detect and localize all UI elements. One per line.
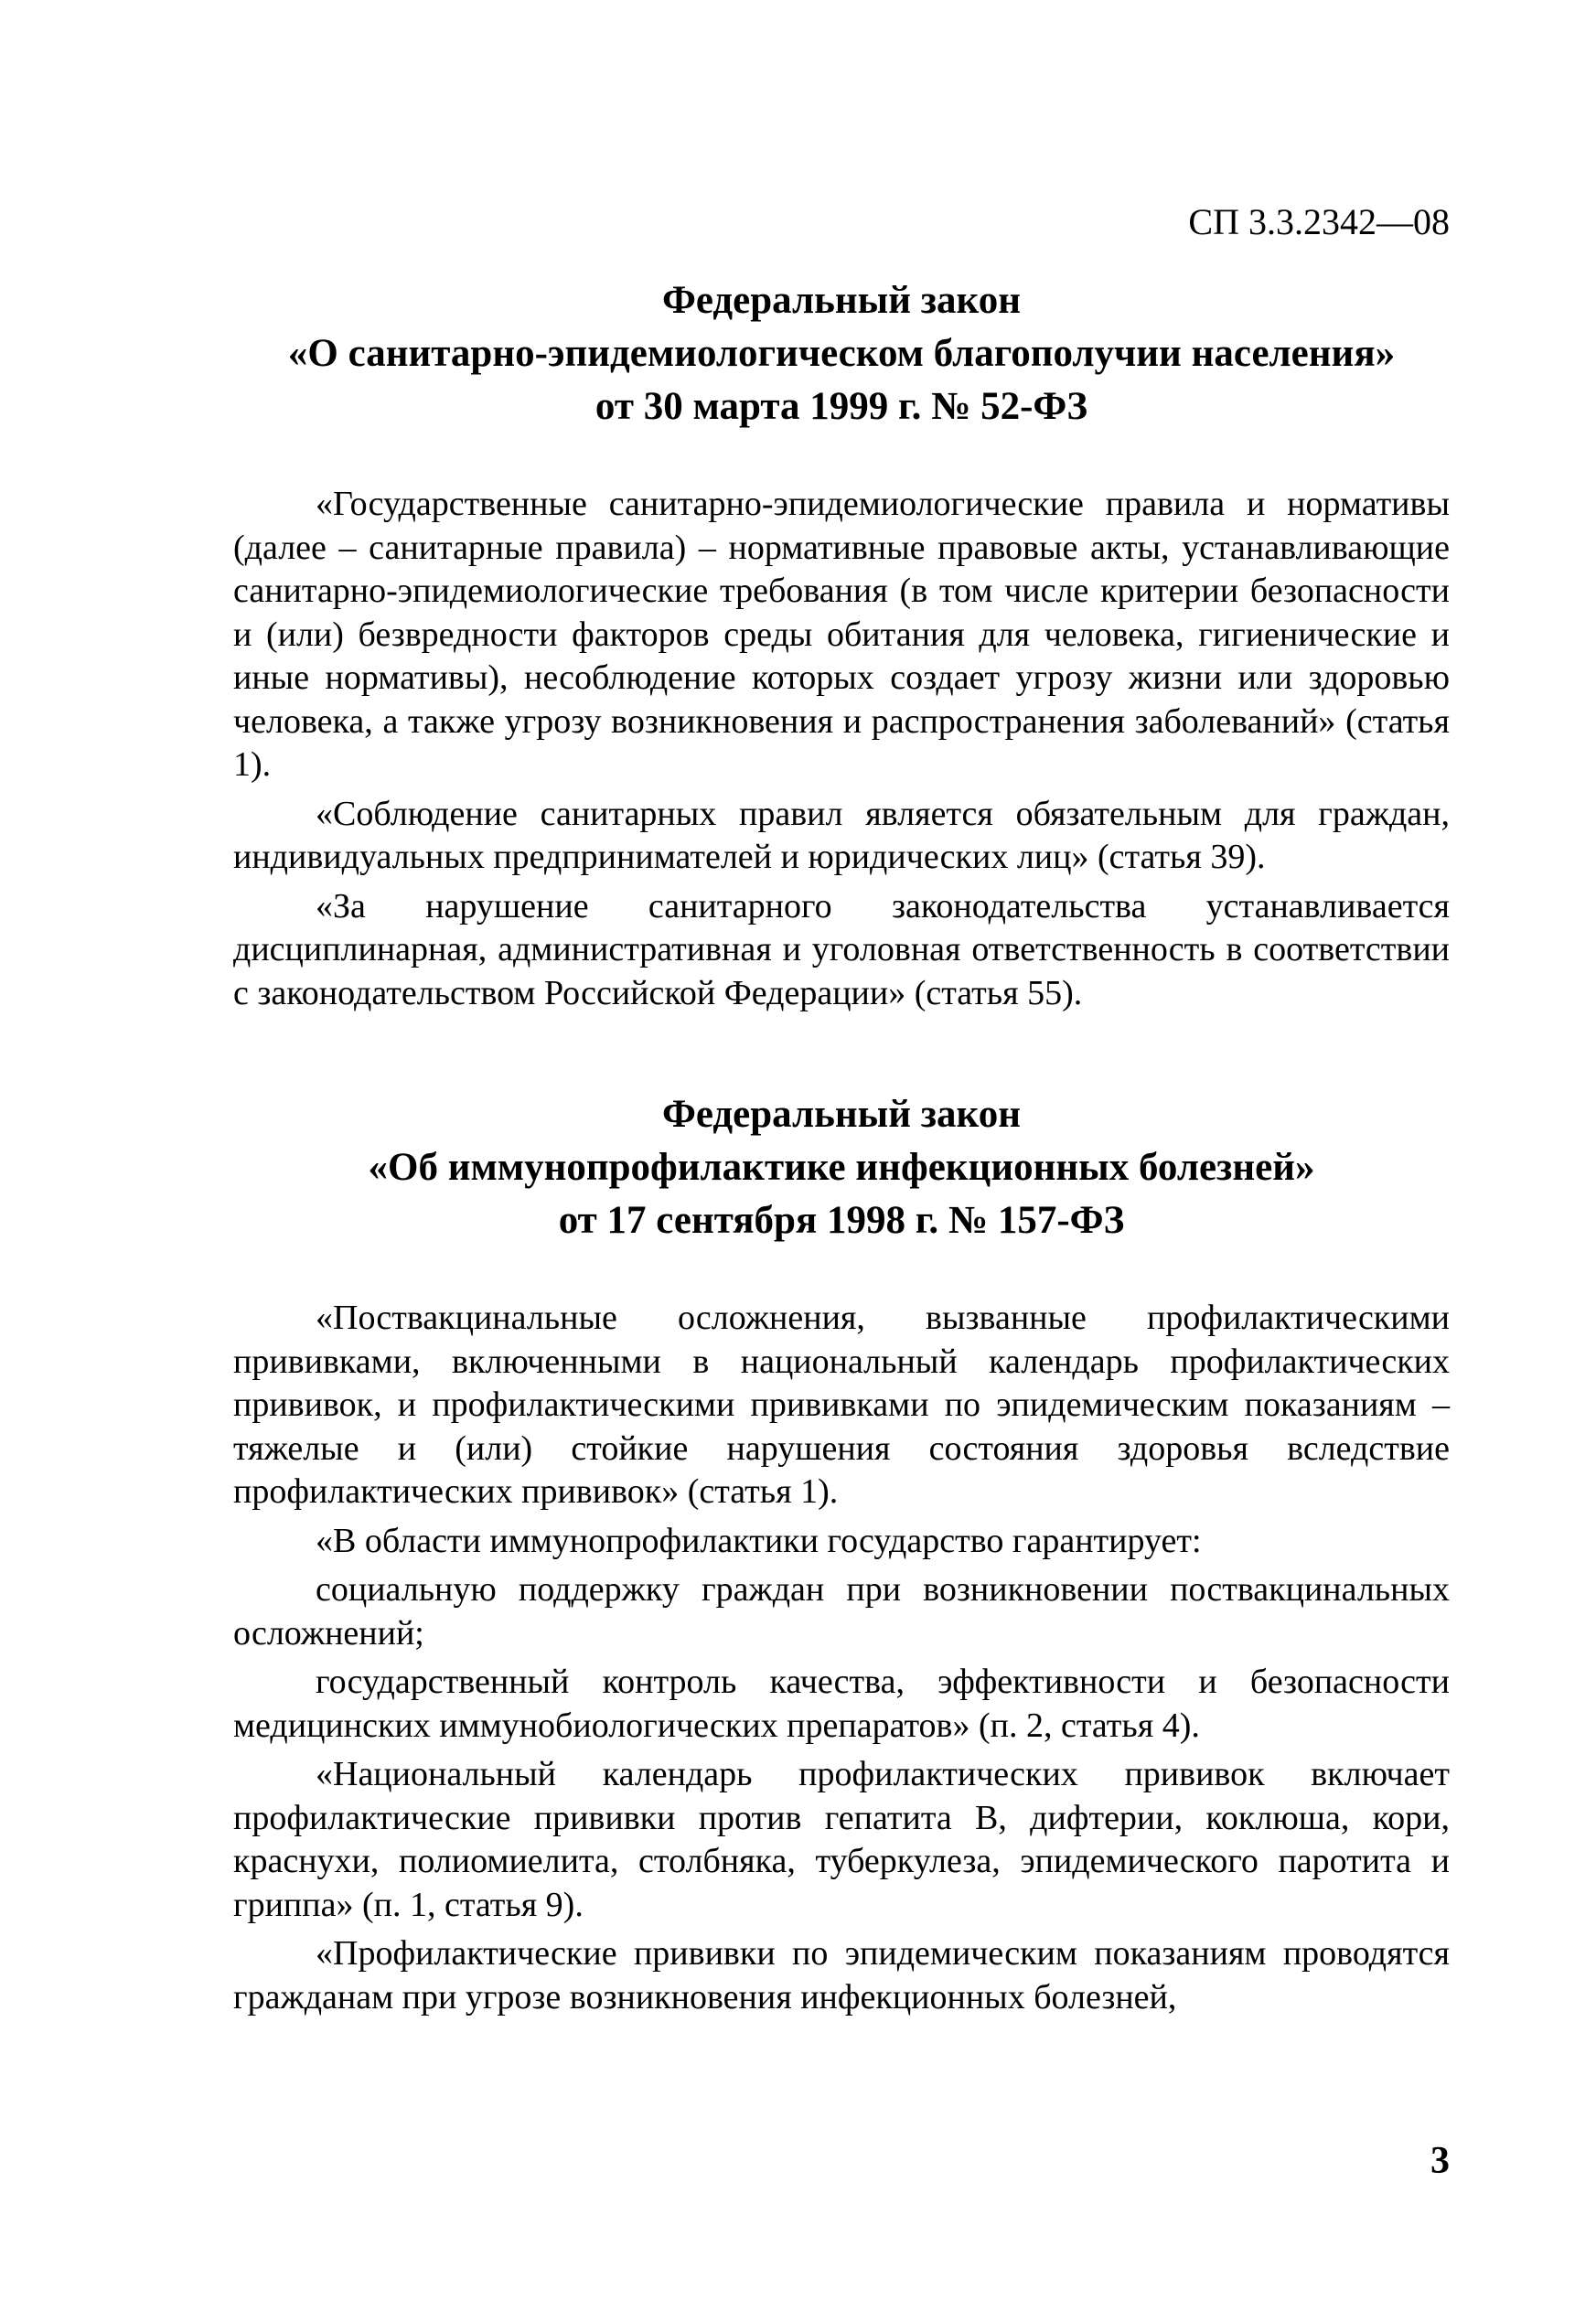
heading-line: «Об иммунопрофилактике инфекционных болезней» xyxy=(368,1146,1315,1189)
paragraph: «Поствакцинальные осложнения, вызванные профилактическими прививками, включенными в национальный календарь профилактических прививок, и профилактическими прививками по эпидемическим показаниям – тяжелые и (или) стойкие нарушения состояния здоровья вследствие профилактических прививок» (статья 1). xyxy=(233,1299,1450,1511)
paragraph: социальную поддержку граждан при возникновении поствакцинальных осложнений; xyxy=(233,1570,1450,1653)
paragraph: государственный контроль качества, эффективности и безопасности медицинских иммунобиологических препаратов» (п. 2, статья 4). xyxy=(233,1663,1450,1745)
document-code: СП 3.3.2342—08 xyxy=(1188,201,1450,242)
page-content xyxy=(233,274,1450,2025)
section-heading xyxy=(233,274,1450,433)
paragraph: «Профилактические прививки по эпидемическим показаниям проводятся гражданам при угрозе возникновения инфекционных болезней, xyxy=(233,1934,1450,2017)
paragraph: «Национальный календарь профилактических прививок включает профилактические прививки против гепатита В, дифтерии, коклюша, кори, краснухи, полиомиелита, столбняка, туберкулеза, эпидемического паротита и гриппа» (п. 1, статья 9). xyxy=(233,1755,1450,1924)
heading-line: Федеральный закон xyxy=(661,279,1022,322)
paragraph: «Соблюдение санитарных правил является обязательным для граждан, индивидуальных предпринимателей и юридических лиц» (статья 39). xyxy=(233,794,1450,876)
page-number: 3 xyxy=(1430,2140,1450,2182)
law-section-157-fz xyxy=(233,1088,1450,2019)
heading-line: от 17 сентября 1998 г. № 157-ФЗ xyxy=(558,1199,1125,1242)
law-section-52-fz xyxy=(233,274,1450,1015)
paragraph: «В области иммунопрофилактики государство гарантирует: xyxy=(316,1521,1202,1560)
heading-line: «О санитарно-эпидемиологическом благополучии населения» xyxy=(287,332,1396,375)
heading-line: Федеральный закон xyxy=(661,1093,1022,1136)
heading-line: от 30 марта 1999 г. № 52-ФЗ xyxy=(594,385,1088,428)
paragraph: «За нарушение санитарного законодательства устанавливается дисциплинарная, административная и уголовная ответственность в соответствии с законодательством Российской Федерации» (статья 55). xyxy=(233,886,1450,1012)
section-heading xyxy=(233,1088,1450,1247)
paragraph: «Государственные санитарно-эпидемиологические правила и нормативы (далее – санитарные правила) – нормативные правовые акты, устанавливающие санитарно-эпидемиологические требования (в том числе критерии безопасности и (или) безвредности факторов среды обитания для человека, гигиенические и иные нормативы), несоблюдение которых создает угрозу жизни или здоровью человека, а также угрозу возникновения и распространения заболеваний» (статья 1). xyxy=(233,485,1450,784)
